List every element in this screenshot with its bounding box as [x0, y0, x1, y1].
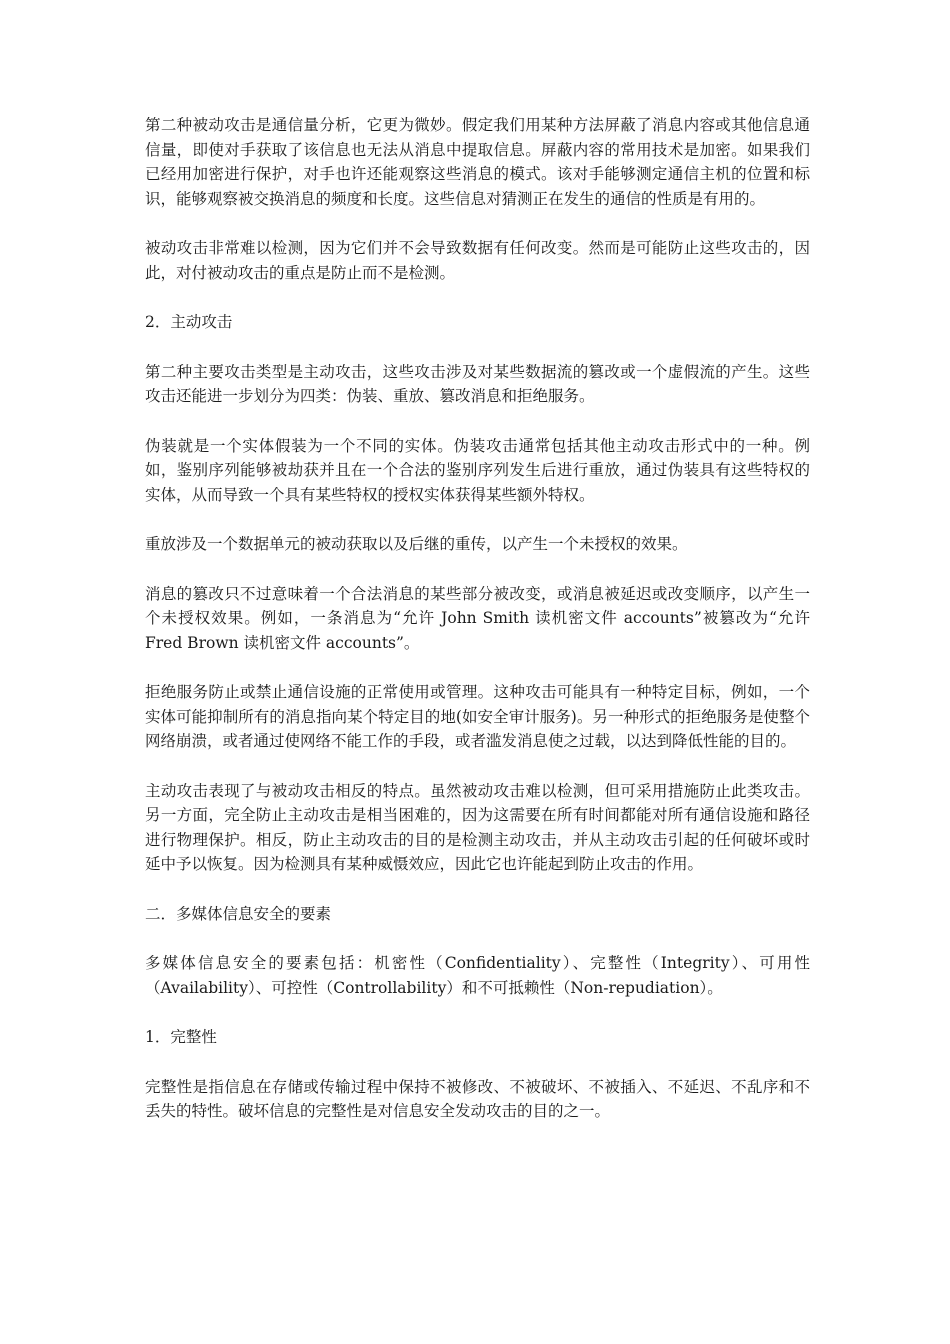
- paragraph-denial-of-service: 拒绝服务防止或禁止通信设施的正常使用或管理。这种攻击可能具有一种特定目标，例如，一个实体可能抑制所有的消息指向某个特定目的地(如安全审计服务)。另一种形式的拒绝服务是使整个网络崩溃，或者通过使网络不能工作的手段，或者滥发消息使之过载，以达到降低性能的目的。: [145, 683, 810, 750]
- paragraph-security-elements: 多媒体信息安全的要素包括：机密性（Confidentiality）、完整性（Integrity）、可用性（Availability）、可控性（Controllability）和不可抵赖性（Non-repudiation）。: [145, 954, 810, 997]
- paragraph-replay: 重放涉及一个数据单元的被动获取以及后继的重传，以产生一个未授权的效果。: [145, 535, 688, 553]
- paragraph-traffic-analysis: 第二种被动攻击是通信量分析，它更为微妙。假定我们用某种方法屏蔽了消息内容或其他信息通信量，即使对手获取了该信息也无法从消息中提取信息。屏蔽内容的常用技术是加密。如果我们已经用加密进行保护，对手也许还能观察这些消息的模式。该对手能够测定通信主机的位置和标识，能够观察被交换消息的频度和长度。这些信息对猜测正在发生的通信的性质是有用的。: [145, 116, 810, 208]
- paragraph-integrity: 完整性是指信息在存储或传输过程中保持不被修改、不被破坏、不被插入、不延迟、不乱序和不丢失的特性。破坏信息的完整性是对信息安全发动攻击的目的之一。: [145, 1077, 810, 1120]
- paragraph-passive-detection: 被动攻击非常难以检测，因为它们并不会导致数据有任何改变。然而是可能防止这些攻击的，因此，对付被动攻击的重点是防止而不是检测。: [145, 239, 810, 282]
- section-heading-active-attack: 2．主动攻击: [145, 313, 233, 331]
- paragraph-active-vs-passive: 主动攻击表现了与被动攻击相反的特点。虽然被动攻击难以检测，但可采用措施防止此类攻击。另一方面，完全防止主动攻击是相当困难的，因为这需要在所有时间都能对所有通信设施和路径进行物理保护。相反，防止主动攻击的目的是检测主动攻击，并从主动攻击引起的任何破坏或时延中予以恢复。因为检测具有某种威慑效应，因此它也许能起到防止攻击的作用。: [145, 781, 810, 873]
- section-heading-security-elements: 二．多媒体信息安全的要素: [145, 904, 332, 923]
- paragraph-active-attack-intro: 第二种主要攻击类型是主动攻击，这些攻击涉及对某些数据流的篡改或一个虚假流的产生。这些攻击还能进一步划分为四类：伪装、重放、篡改消息和拒绝服务。: [145, 362, 810, 405]
- paragraph-modification: 消息的篡改只不过意味着一个合法消息的某些部分被改变，或消息被延迟或改变顺序，以产生一个未授权效果。例如，一条消息为“允许 John Smith 读机密文件 accounts”被篡改为“允许 Fred Brown 读机密文件 accounts”。: [145, 584, 810, 652]
- paragraph-masquerade: 伪装就是一个实体假装为一个不同的实体。伪装攻击通常包括其他主动攻击形式中的一种。例如，鉴别序列能够被劫获并且在一个合法的鉴别序列发生后进行重放，通过伪装具有这些特权的实体，从而导致一个具有某些特权的授权实体获得某些额外特权。: [145, 436, 810, 504]
- document-body: [145, 113, 810, 1149]
- section-heading-integrity: 1．完整性: [145, 1028, 217, 1046]
